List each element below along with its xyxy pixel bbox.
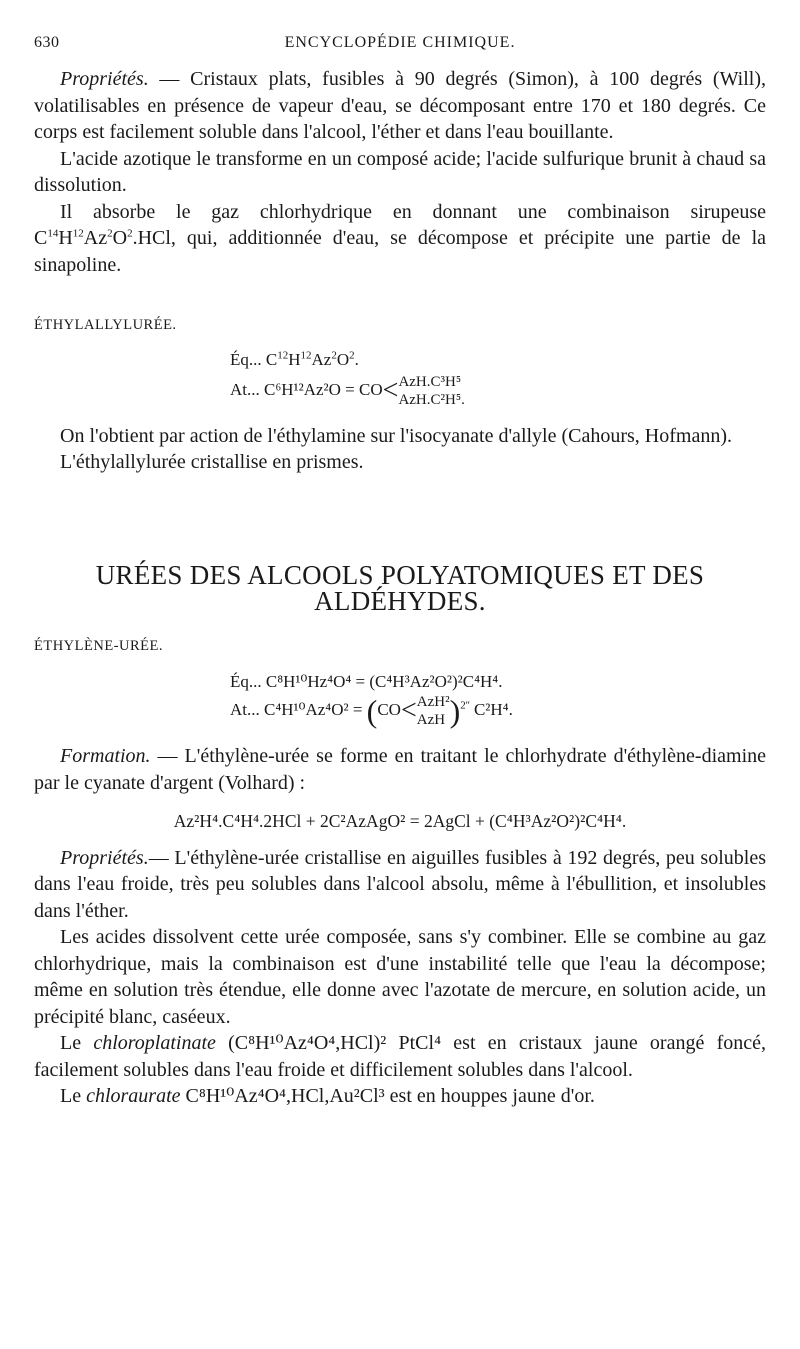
formula-at-line: At... C⁴H¹⁰Az⁴O² = (CO<AzH² AzH )$^{2''}$ C²H⁴.	[230, 693, 513, 729]
paragraph-gaz-chlorhydrique: Il absorbe le gaz chlorhydrique en donnant une combinaison sirupeuse $C^{14}H^{12}Az^2O^2.HCl$, qui, additionnée d'eau, se décompose et précipite une partie de la sinapoline.	[34, 200, 766, 276]
heading-ethylene-uree: ÉTHYLÈNE-URÉE.	[34, 637, 164, 654]
formula-ethylene-uree	[230, 671, 766, 729]
formula-at-line: At... C⁶H¹²Az²O = CO<AzH.C³H⁵ AzH.C²H⁵.	[230, 373, 465, 408]
paragraph-cristallise: L'éthylallylurée cristallise en prismes.	[60, 451, 364, 473]
running-title: ENCYCLOPÉDIE CHIMIQUE.	[284, 34, 516, 51]
paragraph-proprietes-1: Propriétés. — Cristaux plats, fusibles à 90 degrés (Simon), à 100 degrés (Will), volatilisables en présence de vapeur d'eau, se décomposant entre 170 et 180 degrés. Ce corps est facilement soluble dans l'alcool, l'éther et dans l'eau bouillante.	[34, 68, 766, 143]
running-header	[34, 34, 766, 56]
heading-ethylallylurée: ÉTHYLALLYLURÉE.	[34, 317, 177, 333]
paragraph-acides: Les acides dissolvent cette urée composée, sans s'y combiner. Elle se combine au gaz chlorhydrique, mais la combinaison est d'une instabilité telle que l'eau la décompose; même en solution très étendue, elle donne avec l'azotate de mercure, en solution acide, un précipité blanc, caséeux.	[34, 926, 766, 1028]
paragraph-acide-azotique: L'acide azotique le transforme en un composé acide; l'acide sulfurique brunit à chaud sa dissolution.	[34, 147, 766, 196]
label-proprietes-2: Propriétés.	[60, 846, 149, 869]
formula-eq-line: Éq... C⁸H¹⁰Hz⁴O⁴ = (C⁴H³Az²O²)²C⁴H⁴.	[230, 672, 503, 691]
page-number: 630	[34, 34, 60, 51]
paragraph-proprietes-2: Propriétés.— L'éthylène-urée cristallise en aiguilles fusibles à 192 degrés, peu solubles dans l'eau froide, très peu solubles dans l'alcool absolu, même à l'ébullition, et insolubles dans l'éther.	[34, 846, 766, 922]
formula-ethylallylurée	[230, 349, 766, 409]
paragraph-obtention: On l'obtient par action de l'éthylamine sur l'isocyanate d'allyle (Cahours, Hofmann).	[60, 424, 733, 447]
formula-eq-line: Éq... $C^{12}H^{12}Az^2O^2$.	[230, 348, 359, 369]
section-title: URÉES DES ALCOOLS POLYATOMIQUES ET DES ALDÉHYDES.	[95, 559, 705, 616]
label-formation: Formation.	[60, 745, 151, 767]
page-body	[34, 66, 766, 1110]
paragraph-chloraurate: Le chloraurate C⁸H¹⁰Az⁴O⁴,HCl,Au²Cl³ est en houppes jaune d'or.	[60, 1085, 595, 1107]
reaction-equation: Az²H⁴.C⁴H⁴.2HCl + 2C²AzAgO² = 2AgCl + (C⁴H³Az²O²)²C⁴H⁴.	[173, 811, 627, 831]
label-proprietes: Propriétés.	[60, 68, 149, 90]
paragraph-chloroplatinate: Le chloroplatinate (C⁸H¹⁰Az⁴O⁴,HCl)² PtCl⁴ est en cristaux jaune orangé foncé, facilement solubles dans l'eau froide et difficilement solubles dans l'alcool.	[34, 1032, 766, 1081]
paragraph-formation: Formation. — L'éthylène-urée se forme en traitant le chlorhydrate d'éthylène-diamine par le cyanate d'argent (Volhard) :	[34, 745, 766, 794]
